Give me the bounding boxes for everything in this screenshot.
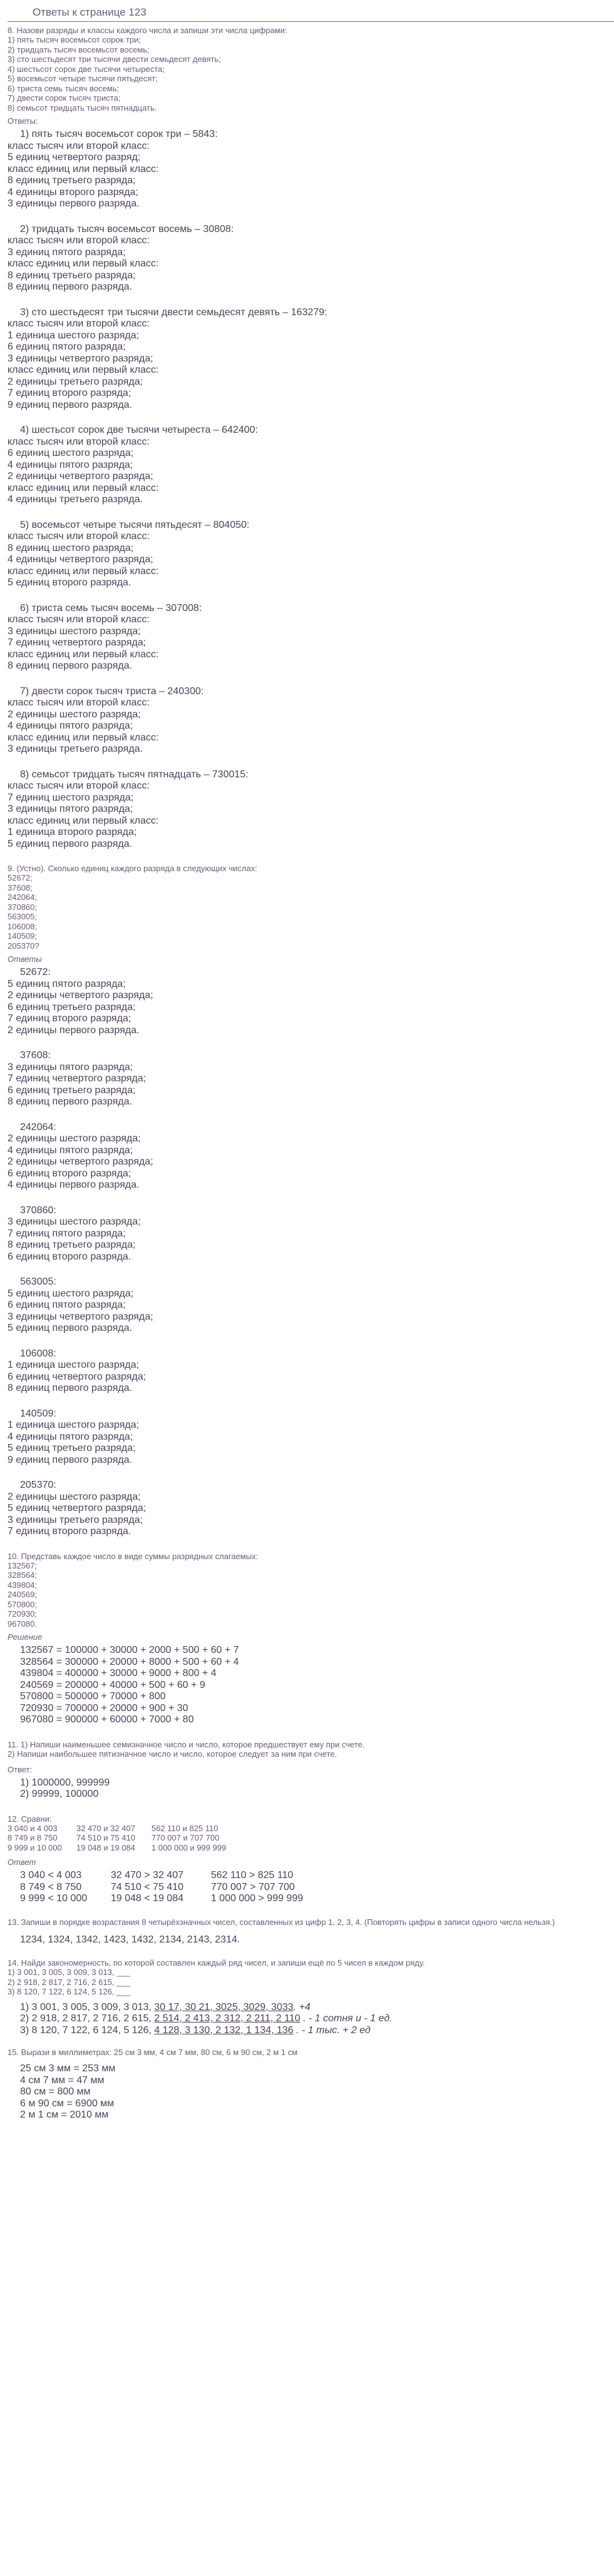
sequence-rule: . - 1 тыс. + 2 ед xyxy=(293,2024,371,2036)
task9-number: 37608; xyxy=(8,882,33,892)
answer-line: 4 единицы пятого разряда; xyxy=(8,720,133,731)
compare-cell: 562 110 > 825 110 xyxy=(211,1870,294,1881)
compare-cell: 1 000 000 и 999 999 xyxy=(151,1842,227,1852)
task10-number: 967080. xyxy=(8,1619,37,1629)
answer-block xyxy=(8,520,606,589)
task11-answer xyxy=(20,1777,606,1801)
answer-block xyxy=(8,769,606,851)
answer-line: 2 единицы шестого разряда; xyxy=(8,1491,141,1502)
answer-line: класс тысяч или второй класс: xyxy=(8,780,150,791)
answer-line: класс единиц или первый класс: xyxy=(8,815,159,826)
answer-line: 2 единицы четвертого разряда; xyxy=(8,1156,153,1167)
answer-line: 5 единиц третьего разряда; xyxy=(8,1443,136,1453)
sequence-answer xyxy=(20,2002,606,2014)
task12-answer-label: Ответ xyxy=(8,1857,36,1867)
answer-line: 9 единиц первого разряда. xyxy=(8,1454,133,1465)
answer-line: 4 единицы второго разряда; xyxy=(8,186,138,198)
answer-line: 5 единиц четвертого разряд; xyxy=(8,152,141,163)
task8-item: 1) пять тысяч восемьсот сорок три; xyxy=(8,35,141,44)
answer-head: 140509: xyxy=(20,1408,56,1419)
task11-title-2: 2) Напиши наибольшее пятизначное число и число, которое следует за ним при счете. xyxy=(8,1749,337,1759)
answer-line: 3 единицы третьего разряда; xyxy=(8,1514,143,1525)
answer-line: 1) 1000000, 999999 xyxy=(20,1777,110,1788)
compare-cell: 19 048 < 19 084 xyxy=(111,1893,184,1904)
answer-line: класс единиц или первый класс: xyxy=(8,649,159,660)
answer-block xyxy=(8,1276,606,1335)
answer-line: 9 единиц первого разряда. xyxy=(8,399,133,410)
answer-line: 1 единица шестого разряда; xyxy=(8,1360,140,1370)
answer-block xyxy=(8,1408,606,1467)
sequence-rule: . +4 xyxy=(293,2001,310,2013)
answer-line: 2 единицы третьего разряда; xyxy=(8,376,143,387)
answer-line: 80 см = 800 мм xyxy=(20,2086,91,2097)
sequence-row: 1) 3 001, 3 005, 3 009, 3 013, ___ xyxy=(8,1967,130,1977)
answer-line: 8 единиц третьего разряда; xyxy=(8,175,136,186)
answer-block xyxy=(8,1050,606,1108)
answer-line: 8 единиц первого разряда. xyxy=(8,1096,133,1107)
task8-items xyxy=(8,35,606,113)
answer-line: класс единиц или первый класс: xyxy=(8,732,159,743)
sequence-given: 1) 3 001, 3 005, 3 009, 3 013, xyxy=(20,2001,155,2013)
sequence-continuation: 4 128, 3 130, 2 132, 1 134, 136 xyxy=(154,2024,294,2036)
compare-cell: 1 000 000 > 999 999 xyxy=(211,1893,304,1904)
answer-line: 8 единиц шестого разряда; xyxy=(8,542,134,553)
answer-line: 4 единицы первого разряда. xyxy=(8,1179,140,1190)
answer-line: 2 единицы шестого разряда; xyxy=(8,1133,141,1144)
answer-line: 6 единиц третьего разряда; xyxy=(8,1001,136,1013)
sequence-continuation: 2 514, 2 413, 2 312, 2 211, 2 110 xyxy=(154,2013,300,2024)
sequence-continuation: 30 17, 30 21, 3025, 3029, 3033 xyxy=(154,2001,294,2013)
task8-item: 2) тридцать тысяч восемьсот восемь; xyxy=(8,44,150,54)
task10-number: 328564; xyxy=(8,1570,37,1580)
answer-block xyxy=(8,307,606,412)
answer-line: 8 единиц третьего разряда; xyxy=(8,1240,136,1250)
answer-line: класс единиц или первый класс: xyxy=(8,163,159,174)
task10-number: 720930; xyxy=(8,1609,37,1619)
compare-cell: 32 470 > 32 407 xyxy=(111,1870,184,1881)
answer-head: 205370: xyxy=(20,1480,56,1490)
task13-answer: 1234, 1324, 1342, 1423, 1432, 2134, 2143, 2314. xyxy=(20,1934,240,1945)
compare-cell: 74 510 < 75 410 xyxy=(111,1881,184,1892)
answer-line: 4 единицы пятого разряда; xyxy=(8,459,133,470)
answer-line: класс тысяч или второй класс: xyxy=(8,318,150,329)
answer-head: 5) восемьсот четыре тысячи пятьдесят – 804050: xyxy=(20,519,250,530)
task8-item: 6) триста семь тысяч восемь; xyxy=(8,83,120,93)
solution-line: 328564 = 300000 + 20000 + 8000 + 500 + 60 + 4 xyxy=(20,1656,239,1667)
compare-cell: 32 470 и 32 407 xyxy=(76,1823,136,1833)
compare-cell: 3 040 < 4 003 xyxy=(20,1870,82,1881)
task15-title: 15. Вырази в миллиметрах: 25 см 3 мм, 4 см 7 мм, 80 см, 6 м 90 см, 2 м 1 см xyxy=(8,2048,298,2057)
answer-line: 5 единиц шестого разряда; xyxy=(8,1288,134,1299)
task11-title-1: 11. 1) Напиши наименьшее семизначное число и число, которое предшествует ему при счете. xyxy=(8,1739,365,1749)
compare-cell: 770 007 и 707 700 xyxy=(151,1833,220,1842)
task10-solution xyxy=(20,1645,606,1726)
answer-head: 8) семьсот тридцать тысяч пятнадцать – 730015: xyxy=(20,769,248,780)
compare-row xyxy=(8,1833,606,1843)
answer-line: 7 единиц пятого разряда; xyxy=(8,1228,126,1239)
answer-head: 7) двести сорок тысяч триста – 240300: xyxy=(20,685,204,697)
answer-line: 1 единица шестого разряда; xyxy=(8,330,140,341)
answer-line: класс единиц или первый класс: xyxy=(8,565,159,577)
answer-line: 5 единиц пятого разряда; xyxy=(8,978,126,989)
task12-rows xyxy=(8,1824,606,1853)
task14-title: 14. Найди закономерность, по которой составлен каждый ряд чисел, и запиши ещё по 5 чисел в каждом ряду. xyxy=(8,1958,425,1967)
solution-line: 570800 = 500000 + 70000 + 800 xyxy=(20,1691,166,1702)
compare-cell: 9 999 и 10 000 xyxy=(8,1842,62,1852)
answer-line: класс тысяч или второй класс: xyxy=(8,614,150,625)
answer-line: 7 единиц второго разряда; xyxy=(8,1013,131,1024)
answer-line: класс тысяч или второй класс: xyxy=(8,436,150,447)
answer-line: 2 единицы первого разряда. xyxy=(8,1024,140,1036)
answer-line: класс тысяч или второй класс: xyxy=(8,531,150,542)
answer-line: 5 единиц первого разряда. xyxy=(8,1323,133,1333)
compare-cell: 8 749 < 8 750 xyxy=(20,1881,82,1892)
answer-row xyxy=(20,1882,606,1894)
answer-line: 3 единицы шестого разряда; xyxy=(8,625,141,637)
solution-line: 720930 = 700000 + 20000 + 900 + 30 xyxy=(20,1702,188,1714)
task9-number: 52672; xyxy=(8,873,33,882)
task10-number: 240569; xyxy=(8,1590,37,1599)
answer-line: 6 единиц шестого разряда; xyxy=(8,448,134,458)
answer-head: 563005: xyxy=(20,1276,56,1287)
sequence-row: 2) 2 918, 2 817, 2 716, 2 615, ___ xyxy=(8,1977,130,1987)
answer-line: класс единиц или первый класс: xyxy=(8,482,159,493)
answer-block xyxy=(8,1480,606,1538)
answer-line: 5 единиц второго разряда. xyxy=(8,577,131,588)
task9-title: 9. (Устно). Сколько единиц каждого разряда в следующих числах: xyxy=(8,864,257,873)
answer-head: 6) триста семь тысяч восемь – 307008: xyxy=(20,602,202,614)
answer-block xyxy=(8,686,606,755)
answer-line: класс единиц или первый класс: xyxy=(8,258,159,269)
answer-line: 7 единиц шестого разряда; xyxy=(8,792,134,803)
answer-line: 7 единиц второго разряда. xyxy=(8,1526,131,1537)
compare-row xyxy=(8,1824,606,1834)
answer-line: 8 единиц первого разряда. xyxy=(8,1383,133,1393)
answer-line: 6 единиц второго разряда. xyxy=(8,1251,131,1262)
page-title: Ответы к странице 123 xyxy=(8,5,614,22)
task9-number: 563005; xyxy=(8,912,37,921)
answer-head: 4) шестьсот сорок две тысячи четыреста – 642400: xyxy=(20,425,258,435)
answer-head: 3) сто шестьдесят три тысячи двести семьдесят девять – 163279: xyxy=(20,306,327,318)
answer-line: класс единиц или первый класс: xyxy=(8,365,159,375)
task9-number: 370860; xyxy=(8,902,37,912)
answer-line: 3 единиц пятого разряда; xyxy=(8,246,126,258)
answer-line: 7 единиц четвертого разряда; xyxy=(8,637,146,648)
answer-row xyxy=(20,1893,606,1905)
answer-line: класс тысяч или второй класс: xyxy=(8,140,150,151)
answer-line: 3 единицы пятого разряда; xyxy=(8,1061,133,1073)
task9-number: 242064; xyxy=(8,892,37,902)
compare-cell: 9 999 < 10 000 xyxy=(20,1893,88,1904)
answer-line: 2 единицы четвертого разряда; xyxy=(8,471,153,482)
answer-line: 3 единицы четвертого разряда; xyxy=(8,1311,153,1322)
answer-block xyxy=(8,1205,606,1263)
answer-block xyxy=(8,1122,606,1191)
solution-line: 132567 = 100000 + 30000 + 2000 + 500 + 60 + 7 xyxy=(20,1645,239,1655)
task12-title: 12. Сравни: xyxy=(8,1814,52,1824)
task13-title: 13. Запиши в порядке возрастания 8 четырёхзначных чисел, составленных из цифр 1, 2, 3, 4. (Повторять цифры в записи одного числа нельзя.) xyxy=(8,1917,555,1927)
answer-line: 6 единиц четвертого разряда; xyxy=(8,1371,146,1382)
answer-line: 6 единиц пятого разряда; xyxy=(8,1300,126,1310)
task15-answer xyxy=(20,2063,606,2121)
answer-block xyxy=(8,129,606,210)
answer-line: 5 единиц первого разряда. xyxy=(8,838,133,849)
answer-block xyxy=(8,1348,606,1395)
task9-numbers xyxy=(8,873,606,951)
answer-line: 6 единиц третьего разряда; xyxy=(8,1084,136,1096)
task8-item: 7) двести сорок тысяч триста; xyxy=(8,93,121,103)
task10-solution-label: Решение xyxy=(8,1632,43,1642)
compare-cell: 19 048 и 19 084 xyxy=(76,1842,136,1852)
task9-answers xyxy=(8,967,606,1538)
answer-line: 25 см 3 мм = 253 мм xyxy=(20,2063,116,2074)
answer-line: 3 единицы шестого разряда; xyxy=(8,1216,141,1227)
answer-line: 4 единицы четвертого разряда; xyxy=(8,554,153,565)
answer-line: 2 единицы шестого разряда; xyxy=(8,709,141,720)
task9-answers-label: Ответы xyxy=(8,954,42,964)
solution-line: 967080 = 900000 + 60000 + 7000 + 80 xyxy=(20,1714,194,1725)
answer-line: 1 единица второго разряда; xyxy=(8,827,137,837)
answer-line: 2) 99999, 100000 xyxy=(20,1789,99,1799)
task8-item: 5) восемьсот четыре тысячи пятьдесят; xyxy=(8,74,158,83)
answer-line: 6 единиц второго разряда; xyxy=(8,1168,131,1179)
sequence-given: 3) 8 120, 7 122, 6 124, 5 126, xyxy=(20,2024,155,2036)
answer-line: 4 единицы пятого разряда; xyxy=(8,1431,133,1442)
answer-block xyxy=(8,425,606,506)
compare-cell: 74 510 и 75 410 xyxy=(76,1833,136,1842)
answer-head: 242064: xyxy=(20,1121,56,1133)
sequence-rule: . - 1 сотня и - 1 ед. xyxy=(300,2013,392,2024)
answer-row xyxy=(20,1870,606,1882)
task9-number: 106008; xyxy=(8,921,37,931)
task12-answers xyxy=(20,1870,606,1905)
task10-numbers xyxy=(8,1561,606,1629)
answer-head: 106008: xyxy=(20,1348,56,1359)
solution-line: 240569 = 200000 + 40000 + 500 + 60 + 9 xyxy=(20,1679,205,1690)
answer-block xyxy=(8,603,606,672)
answer-line: 3 единицы третьего разряда. xyxy=(8,744,143,754)
answer-line: 8 единиц третьего разряда; xyxy=(8,270,136,281)
answer-head: 1) пять тысяч восемьсот сорок три – 5843: xyxy=(20,129,218,139)
compare-cell: 770 007 > 707 700 xyxy=(211,1881,295,1892)
answer-line: 3 единицы четвертого разряда; xyxy=(8,353,153,364)
answer-head: 37608: xyxy=(20,1050,51,1061)
sequence-given: 2) 2 918, 2 817, 2 716, 2 615, xyxy=(20,2013,155,2024)
answer-line: 1 единица шестого разряда; xyxy=(8,1420,140,1430)
answer-line: класс тысяч или второй класс: xyxy=(8,235,150,246)
task8-title: 8. Назови разряды и классы каждого числа и запиши эти числа цифрами: xyxy=(8,26,287,35)
answer-block xyxy=(8,224,606,293)
answer-line: 7 единиц четвертого разряда; xyxy=(8,1073,146,1084)
task10-number: 132567; xyxy=(8,1560,37,1570)
task8-item: 3) сто шестьдесят три тысячи двести семьдесят девять; xyxy=(8,54,221,64)
answer-line: 3 единицы первого разряда. xyxy=(8,198,140,209)
answer-line: 3 единицы пятого разряда; xyxy=(8,804,133,814)
task8-answers-label: Ответы: xyxy=(8,116,38,126)
answer-block xyxy=(8,967,606,1036)
task9-number: 205370? xyxy=(8,941,39,951)
compare-cell: 562 110 и 825 110 xyxy=(151,1823,218,1833)
compare-cell: 3 040 и 4 003 xyxy=(8,1823,58,1833)
answer-line: 8 единиц первого разряда. xyxy=(8,281,133,292)
task10-number: 570800; xyxy=(8,1599,37,1609)
answer-line: 6 единиц пятого разряда; xyxy=(8,341,126,352)
compare-cell: 8 749 и 8 750 xyxy=(8,1833,58,1842)
answer-line: 5 единиц четвертого разряда; xyxy=(8,1503,146,1513)
answer-line: 2 единицы четвертого разряда; xyxy=(8,990,153,1001)
task14-rows xyxy=(8,1967,606,1997)
solution-line: 439804 = 400000 + 30000 + 9000 + 800 + 4 xyxy=(20,1668,217,1679)
task11-answer-label: Ответ: xyxy=(8,1764,33,1774)
answer-line: 2 м 1 см = 2010 мм xyxy=(20,2109,109,2120)
task9-number: 140509; xyxy=(8,931,37,941)
answer-line: 4 единицы пятого разряда; xyxy=(8,1144,133,1156)
answer-line: класс тысяч или второй класс: xyxy=(8,697,150,708)
task8-item: 8) семьсот тридцать тысяч пятнадцать. xyxy=(8,103,157,113)
task8-answers xyxy=(8,129,606,850)
answer-head: 52672: xyxy=(20,967,51,977)
answer-line: 4 см 7 мм = 47 мм xyxy=(20,2074,105,2086)
compare-row xyxy=(8,1843,606,1853)
answer-line: 8 единиц первого разряда. xyxy=(8,660,133,671)
answer-head: 370860: xyxy=(20,1205,56,1216)
sequence-row: 3) 8 120, 7 122, 6 124, 5 126, ___ xyxy=(8,1987,130,1996)
answer-line: 6 м 90 см = 6900 мм xyxy=(20,2098,115,2109)
sequence-answer xyxy=(20,2013,606,2025)
sequence-answer xyxy=(20,2025,606,2037)
answer-head: 2) тридцать тысяч восемьсот восемь – 30808: xyxy=(20,223,234,235)
answer-line: 7 единиц второго разряда; xyxy=(8,388,131,398)
task8-item: 4) шестьсот сорок две тысячи четыреста; xyxy=(8,64,165,74)
task14-answers xyxy=(20,2002,606,2037)
task10-number: 439804; xyxy=(8,1580,37,1590)
answer-line: 4 единицы третьего разряда. xyxy=(8,494,143,505)
task10-title: 10. Представь каждое число в виде суммы разрядных слагаемых: xyxy=(8,1551,258,1561)
